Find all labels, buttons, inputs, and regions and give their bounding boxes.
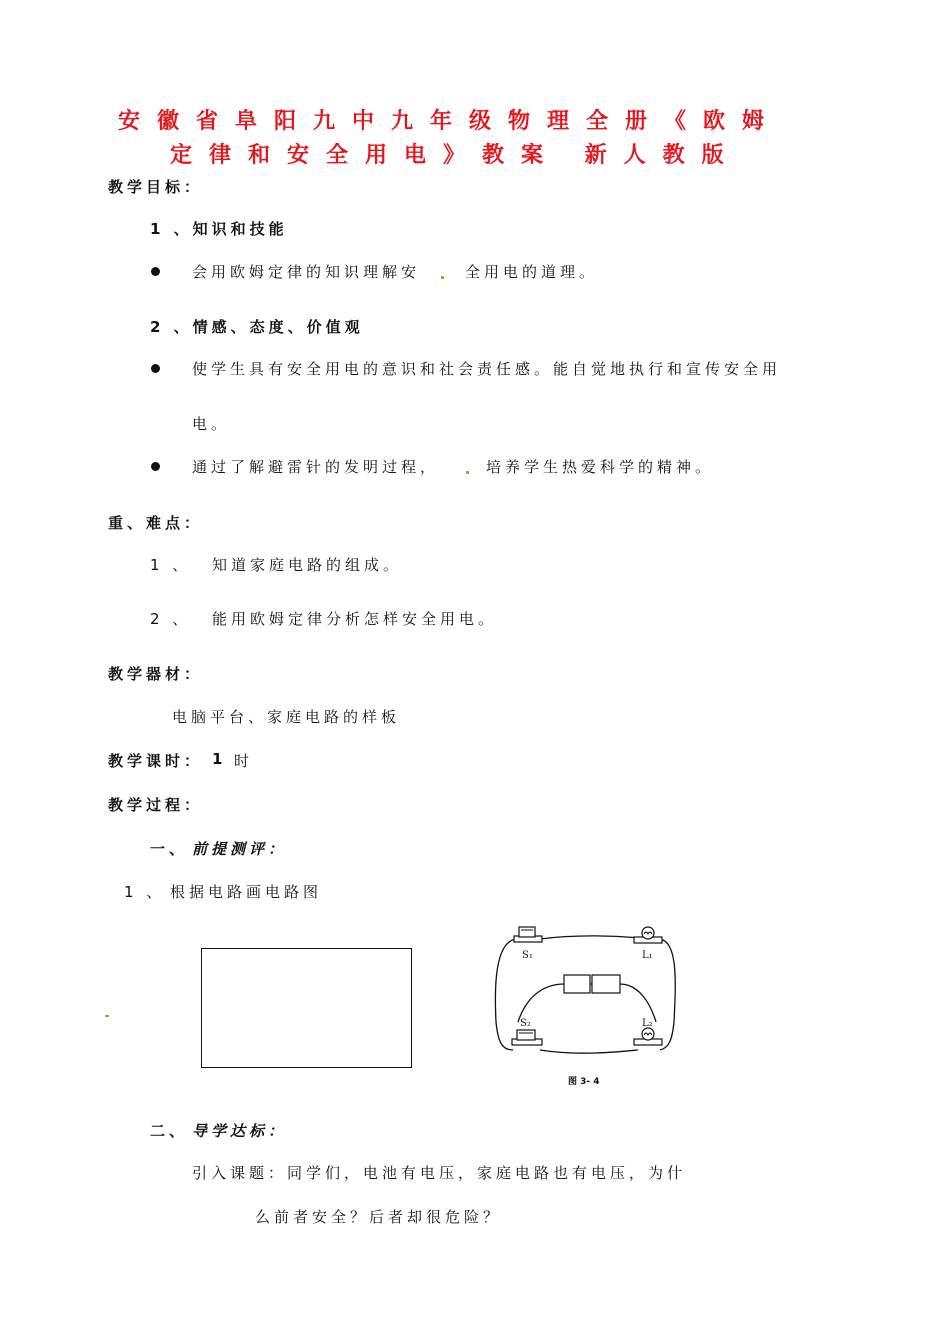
label-s2: S₂ [520,1018,531,1029]
objective-item-1a: 会用欧姆定律的知识理解安 [192,263,421,281]
section-1-number: 一、 [150,840,189,858]
battery-pack-icon [564,975,620,993]
circuit-wire-inner-left [518,984,564,1022]
hours-value: 1 [212,750,227,768]
switch-s2-icon [512,1030,542,1045]
key-point-1-text: 知道家庭电路的组成。 [212,556,403,574]
document-title-line-2: 定律和安全用电》教案 新人教版 [170,143,741,168]
switch-s1-icon [514,927,542,942]
circuit-wire-left [495,939,516,1050]
stray-dot-mark [466,471,469,474]
circuit-wire-right [660,939,675,1050]
key-points-heading: 重、难点： [108,514,204,532]
equipment-heading: 教学器材： [108,665,204,683]
circuit-wire-top [540,936,640,939]
label-l2: L₂ [642,1018,653,1029]
question-1-number: 1 、 [124,883,166,901]
objective-item-3b: 培养学生热爱科学的精神。 [486,458,715,476]
bullet-icon [151,462,160,471]
lamp-l1-icon [634,927,662,943]
document-title-line-1: 安徽省阜阳九中九年级物理全册《欧姆 [118,109,782,134]
lamp-l2-icon [634,1028,662,1045]
key-point-2-text: 能用欧姆定律分析怎样安全用电。 [212,610,498,628]
key-point-2-number: 2 、 [150,610,192,628]
stray-dot-mark [441,276,444,279]
objectives-sub-2: 2 、情感、态度、价值观 [150,318,364,336]
process-heading: 教学过程： [108,796,204,814]
figure-caption: 图 3- 4 [568,1077,600,1087]
section-2-title: 导学达标： [192,1122,288,1140]
hours-heading: 教学课时： [108,752,204,770]
objectives-heading: 教学目标： [108,178,204,196]
bullet-icon [151,364,160,373]
question-1-text: 根据电路画电路图 [170,883,323,901]
bullet-icon [151,267,160,276]
label-l1: L₁ [642,950,653,961]
section-1-title: 前提测评： [192,840,288,858]
circuit-wire-bottom [540,1050,638,1053]
hours-unit: 时 [234,752,254,770]
circuit-figure [488,922,688,1092]
section-2-number: 二、 [150,1122,189,1140]
objective-item-2-line-2: 电。 [192,415,231,433]
stray-dot-mark [105,1015,109,1017]
intro-line-1: 引入课题：同学们，电池有电压，家庭电路也有电压，为什 [192,1164,687,1182]
objectives-sub-1: 1 、知识和技能 [150,220,288,238]
key-point-1-number: 1 、 [150,556,192,574]
circuit-wire-inner-right [620,984,656,1022]
objective-item-2-line-1: 使学生具有安全用电的意识和社会责任感。能自觉地执行和宣传安全用 [192,360,782,378]
intro-line-2: 么前者安全？后者却很危险？ [255,1208,503,1226]
objective-item-3a: 通过了解避雷针的发明过程， [192,458,440,476]
answer-drawing-box [201,948,412,1068]
equipment-text: 电脑平台、家庭电路的样板 [172,708,401,726]
label-s1: S₁ [522,950,533,961]
objective-item-1b: 全用电的道理。 [465,263,599,281]
